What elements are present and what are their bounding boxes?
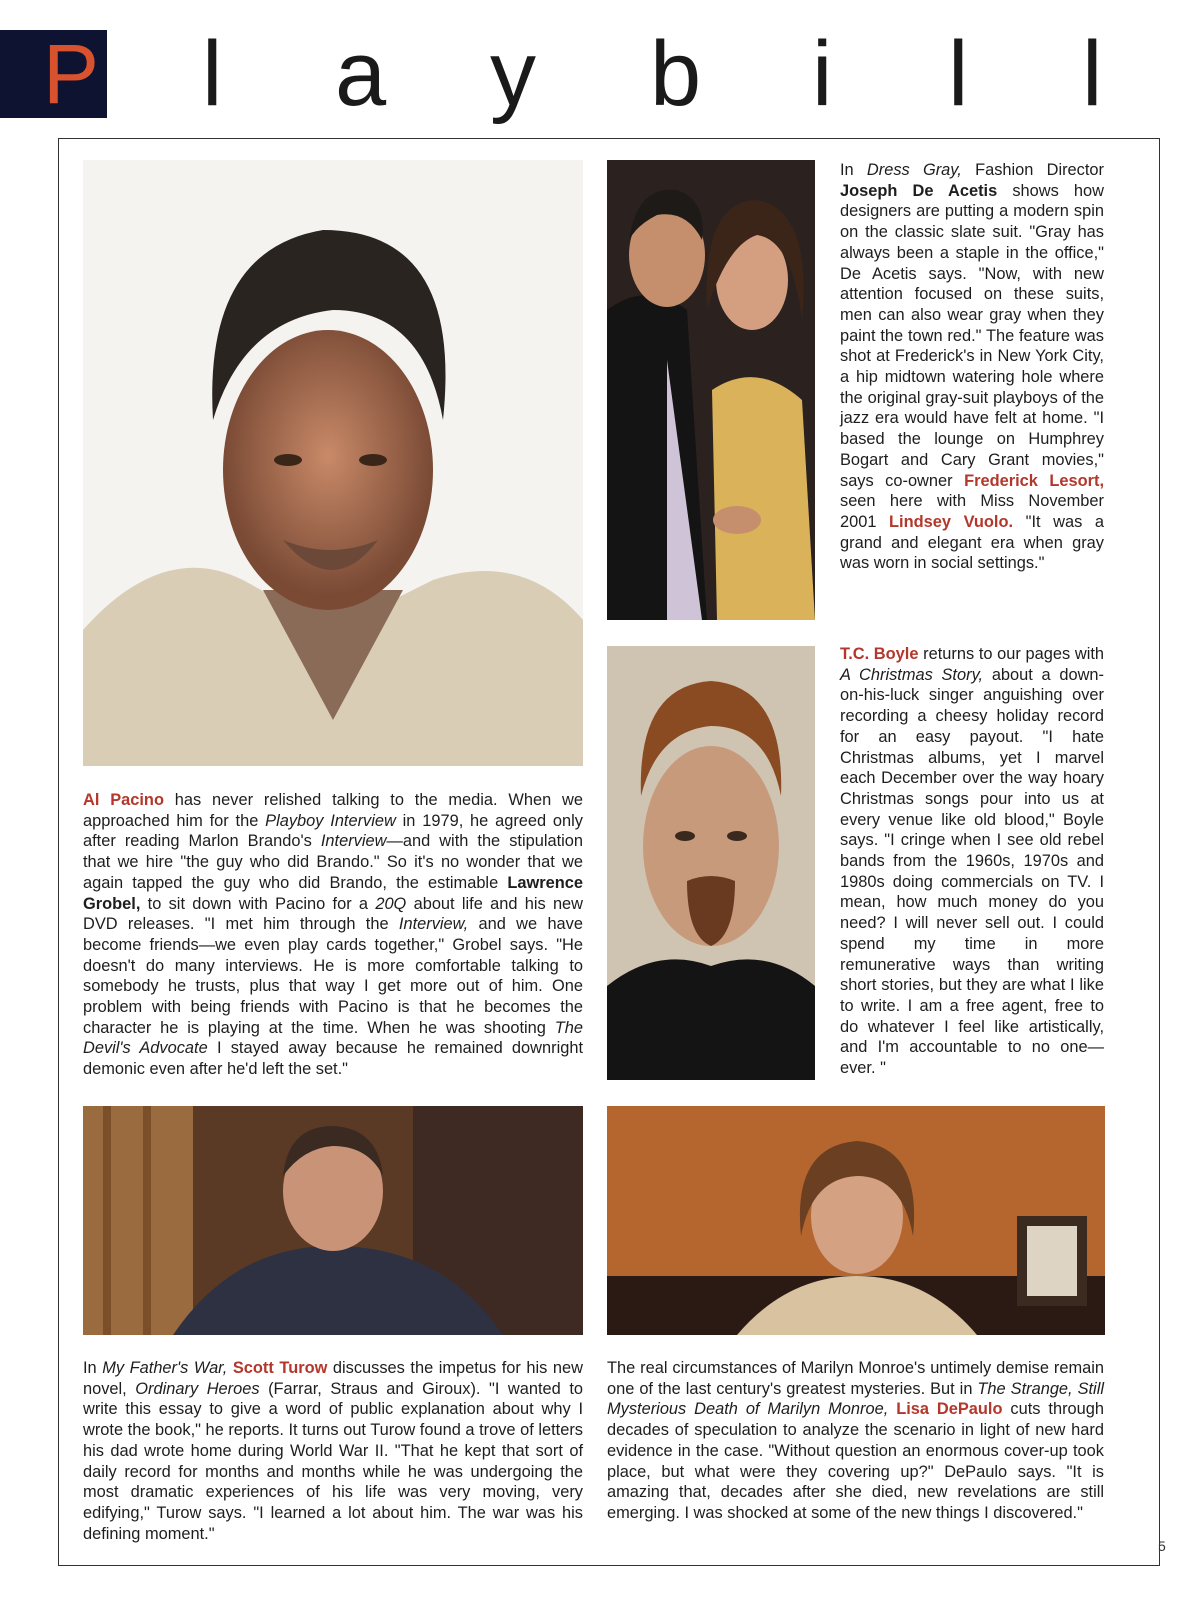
text-run: in 1979, he agreed only after reading Marlon Brando's [83, 811, 584, 851]
turow-photo [83, 1106, 583, 1335]
text-run: "It was a grand and elegant era when gray was worn in social settings." [840, 512, 1104, 573]
turow-article [83, 1358, 583, 1548]
pacino-article [83, 790, 583, 1090]
italic-run: Playboy Interview [265, 811, 396, 830]
boyle-article [840, 644, 1104, 1084]
italic-run: Ordinary Heroes [135, 1379, 260, 1398]
masthead-letter: l [1082, 23, 1103, 125]
text-run: cuts through decades of speculation to analyze the scenario in light of new hard evidence in the case. "Without question an enormous cover-up took place, but what were they covering up?" DePaulo says. "It is amazing that, decades after she died, new revelations are still emerging. I was shocked at some of the new things I discovered." [607, 1400, 1104, 1522]
masthead-letter: i [812, 23, 833, 125]
text-run: and we have become friends—we even play cards together," Grobel says. "He doesn't do many interviews. He is more comfortable talking to somebody he trusts, plus that way I get more out of him. One problem with being friends with Pacino is that he becomes the character he is playing at the time. When he was shooting [83, 915, 583, 1037]
depaulo-article [607, 1358, 1104, 1548]
text-run: In [83, 1359, 103, 1377]
text-run: seen here with Miss November 2001 [840, 492, 1104, 531]
text-run: —and with the stipulation that we hire "the guy who did Brando." So it's no wonder that we again tapped the guy who did Brando, the estimable [83, 832, 583, 892]
text-run: about a down-on-his-luck singer anguishing over recording a cheesy holiday record for an easy payout. "I hate Christmas albums, yet I marvel each December over the way hoary Christmas songs pour into us at every venue like old blood," Boyle says. "I cringe when I see old rebel bands from the 1960s, 1970s and 1980s doing commercials on TV. I mean, how much money do you need? I will never sell out. I could spend my time in more remunerative ways than writing short stories, but they are what I like to write. I am a free agent, free to do whatever I feel like artistically, and I'm accountable to no one—ever. " [840, 665, 1105, 1078]
text-run: In [840, 161, 867, 179]
text-run: (Farrar, Straus and Giroux). "I wanted to write this essay to give a word of public explanation about why I wrote the book," he reports. It turns out Turow found a trove of letters his dad wrote home during World War II. "That he kept that sort of daily record for months and months while he was undergoing the most dramatic experiences of his life was very moving, very edifying," Turow says. "I learned a lot about him. The war was his defining moment." [83, 1379, 583, 1543]
italic-run: 20Q [375, 894, 407, 913]
masthead-letter: a [335, 23, 387, 125]
masthead-letter: l [202, 23, 223, 125]
boyle-name: T.C. Boyle [840, 645, 919, 663]
page-number: 5 [1158, 1538, 1166, 1554]
depaulo-photo [607, 1106, 1105, 1335]
vuolo-name: Lindsey Vuolo. [889, 512, 1014, 531]
masthead-letter: y [490, 23, 536, 125]
de-acetis-name: Joseph De Acetis [840, 181, 998, 200]
italic-run: Interview [320, 832, 387, 851]
pacino-name: Al Pacino [83, 791, 164, 809]
text-run: shows how designers are putting a modern spin on the classic slate suit. "Gray has always been a staple in the office," De Acetis says. "Now, with new attention focused on these suits, men can also wear gray when they paint the town red." The feature was shot at Frederick's in New York City, a hip midtown watering hole where the original gray-suit playboys of the jazz era would have felt at home. "I based the lounge on Humphrey Bogart and Cary Grant movies," says co-owner [840, 181, 1105, 490]
text-run: returns to our pages with [918, 645, 1104, 663]
masthead-letter: b [650, 23, 702, 125]
italic-run: Dress Gray, [866, 161, 962, 179]
depaulo-name: Lisa DePaulo [896, 1400, 1003, 1419]
text-run: I stayed away because he remained downright demonic even after he'd left the set." [83, 1039, 583, 1079]
turow-name: Scott Turow [232, 1359, 328, 1377]
masthead-first-letter: P [42, 27, 100, 121]
couple-photo [607, 160, 815, 620]
text-run: Fashion Director [961, 161, 1104, 179]
text-run: discusses the impetus for his new novel, [83, 1359, 583, 1398]
gray-article [840, 160, 1104, 625]
text-run: has never relished talking to the media. When we approached him for the [83, 791, 583, 830]
lesort-name: Frederick Lesort, [964, 471, 1104, 490]
pacino-photo [83, 160, 583, 766]
italic-run: The Strange, Still Mysterious Death of Marilyn Monroe, [607, 1379, 1104, 1419]
text-run: about life and his new DVD releases. "I met him through the [83, 894, 584, 934]
text-run: The real circumstances of Marilyn Monroe's untimely demise remain one of the last century's greatest mysteries. But in [607, 1359, 1104, 1398]
masthead-letter: l [948, 23, 969, 125]
boyle-photo [607, 646, 815, 1080]
italic-run: A Christmas Story, [840, 665, 984, 684]
text-run: to sit down with Pacino for a [140, 894, 376, 913]
italic-run: Interview, [398, 915, 469, 934]
text-run [888, 1400, 896, 1418]
italic-run: My Father's War, [102, 1359, 228, 1377]
italic-run: The Devil's Advocate [83, 1018, 583, 1058]
grobel-name: Lawrence Grobel, [83, 873, 583, 913]
